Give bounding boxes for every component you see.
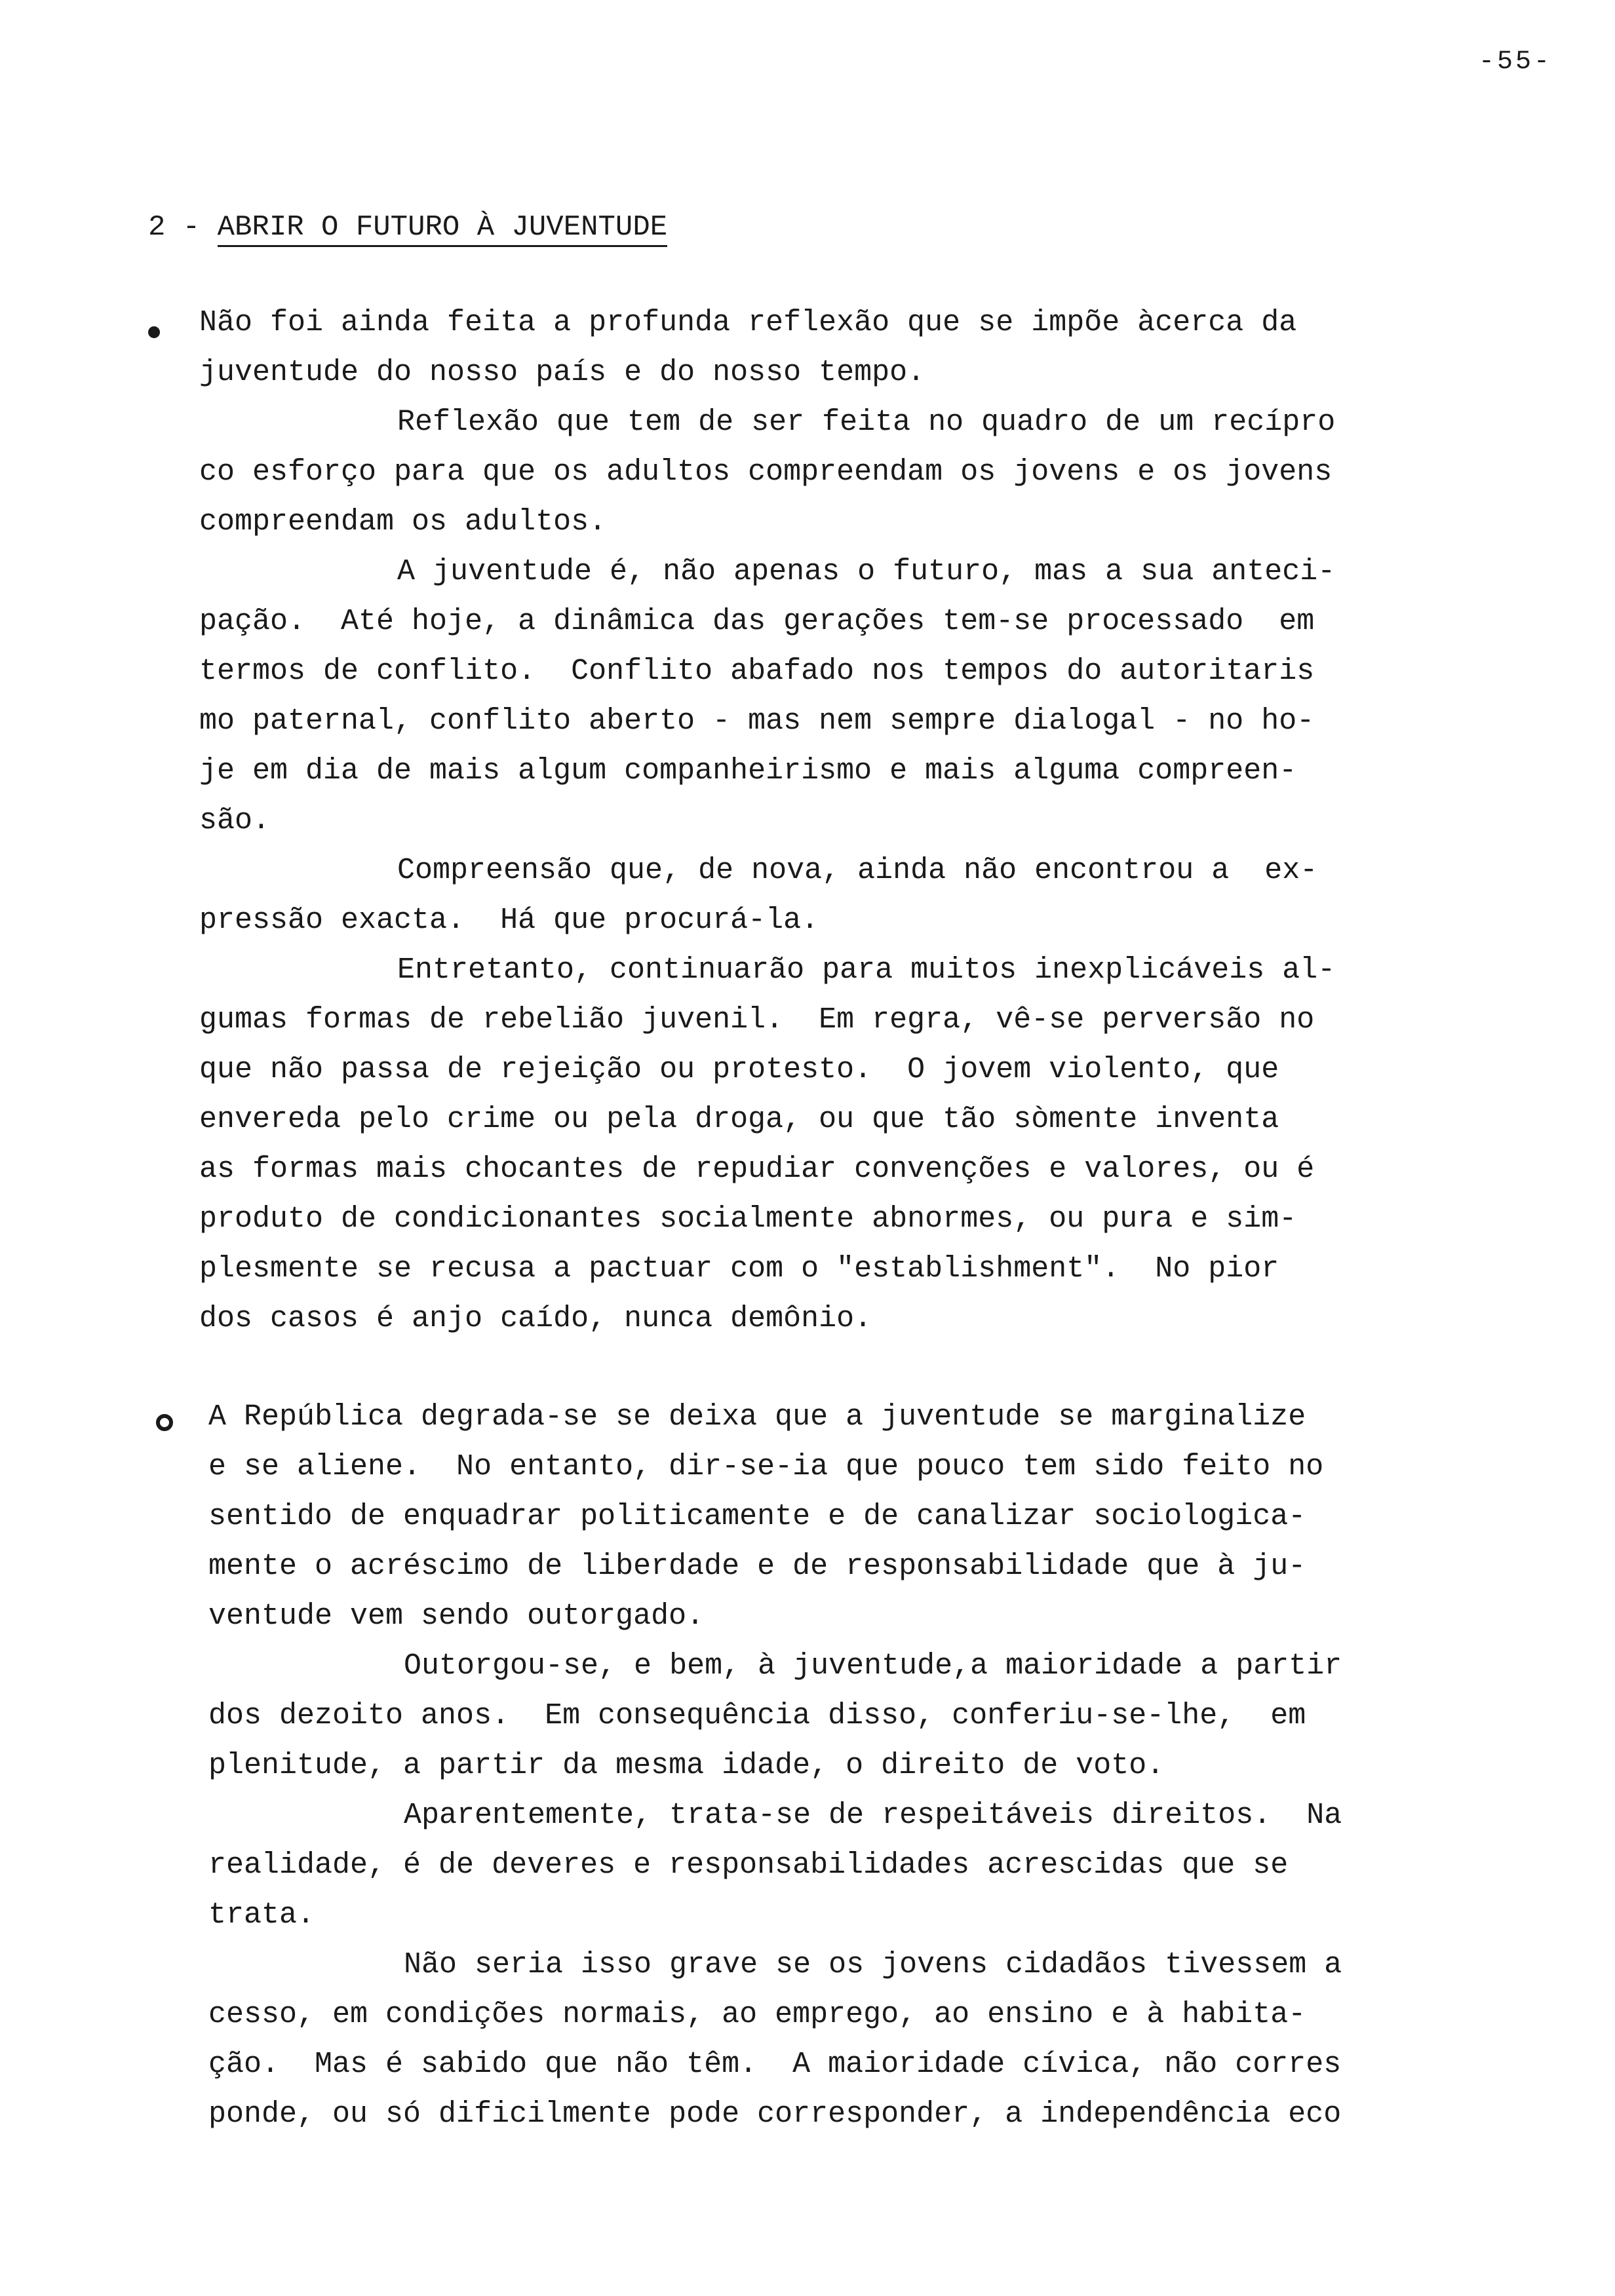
text-line: termos de conflito. Conflito abafado nos tempos do autoritaris <box>199 655 1315 688</box>
text-line: pressão exacta. Há que procurá-la. <box>199 904 819 937</box>
text-line: je em dia de mais algum companheirismo e mais alguma compreen- <box>199 754 1297 788</box>
text-line: mo paternal, conflito aberto - mas nem sempre dialogal - no ho- <box>199 704 1315 738</box>
text-line: dos dezoito anos. Em consequência disso, conferiu-se-lhe, em <box>208 1699 1306 1732</box>
page-number: -55- <box>1478 47 1552 77</box>
text-line: Reflexão que tem de ser feita no quadro de um recípro <box>397 406 1336 439</box>
text-line: Outorgou-se, e bem, à juventude,a maioridade a partir <box>404 1649 1342 1683</box>
text-line: sentido de enquadrar politicamente e de canalizar sociologica- <box>208 1500 1306 1533</box>
text-line: gumas formas de rebelião juvenil. Em regra, vê-se perversão no <box>199 1003 1315 1037</box>
text-line: Aparentemente, trata-se de respeitáveis direitos. Na <box>404 1799 1342 1832</box>
text-line: Compreensão que, de nova, ainda não encontrou a ex- <box>397 854 1318 887</box>
text-line: que não passa de rejeição ou protesto. O jovem violento, que <box>199 1053 1279 1086</box>
heading-title: ABRIR O FUTURO À JUVENTUDE <box>218 211 668 247</box>
text-line: dos casos é anjo caído, nunca demônio. <box>199 1302 872 1335</box>
bullet-icon <box>156 1414 173 1431</box>
text-line: co esforço para que os adultos compreendam os jovens e os jovens <box>199 455 1333 489</box>
text-line: são. <box>199 804 271 837</box>
text-line: trata. <box>208 1898 315 1932</box>
text-line: pação. Até hoje, a dinâmica das gerações tem-se processado em <box>199 605 1315 638</box>
text-line: A juventude é, não apenas o futuro, mas a sua anteci- <box>397 555 1336 588</box>
text-line: envereda pelo crime ou pela droga, ou que tão sòmente inventa <box>199 1103 1279 1136</box>
text-line: Entretanto, continuarão para muitos inexplicáveis al- <box>397 953 1336 987</box>
text-line: A República degrada-se se deixa que a juventude se marginalize <box>208 1400 1306 1434</box>
heading-prefix: 2 - <box>148 211 218 244</box>
text-line: plenitude, a partir da mesma idade, o direito de voto. <box>208 1749 1165 1782</box>
text-line: Não foi ainda feita a profunda reflexão que se impõe àcerca da <box>199 306 1297 339</box>
text-line: Não seria isso grave se os jovens cidadãos tivessem a <box>404 1948 1342 1981</box>
section-heading <box>148 211 667 244</box>
text-line: plesmente se recusa a pactuar com o "establishment". No pior <box>199 1252 1279 1286</box>
text-line: ponde, ou só dificilmente pode corresponder, a independência eco <box>208 2097 1342 2131</box>
text-line: produto de condicionantes socialmente abnormes, ou pura e sim- <box>199 1202 1297 1236</box>
text-line: juventude do nosso país e do nosso tempo. <box>199 356 925 389</box>
bullet-icon <box>148 326 160 338</box>
text-line: ção. Mas é sabido que não têm. A maioridade cívica, não corres <box>208 2048 1342 2081</box>
text-line: ventude vem sendo outorgado. <box>208 1599 705 1633</box>
text-line: as formas mais chocantes de repudiar convenções e valores, ou é <box>199 1153 1315 1186</box>
text-line: mente o acréscimo de liberdade e de responsabilidade que à ju- <box>208 1550 1306 1583</box>
text-line: compreendam os adultos. <box>199 505 607 539</box>
text-line: realidade, é de deveres e responsabilidades acrescidas que se <box>208 1848 1289 1882</box>
text-line: cesso, em condições normais, ao emprego, ao ensino e à habita- <box>208 1998 1306 2031</box>
text-line: e se aliene. No entanto, dir-se-ia que pouco tem sido feito no <box>208 1450 1324 1483</box>
